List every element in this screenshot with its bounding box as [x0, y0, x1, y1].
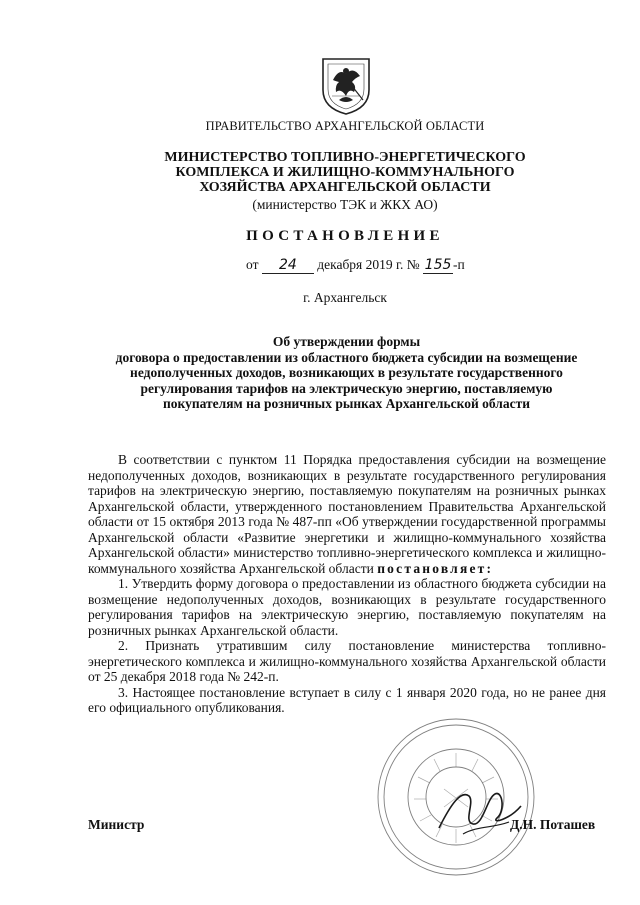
clause-2: 2. Признать утратившим силу постановление министерства топливно-энергетического комплекса и жилищно-коммунального хозяйства Архангельской области от 25 декабря 2018 года № 242-п.: [88, 638, 606, 684]
clause-1: 1. Утвердить форму договора о предоставлении из областного бюджета субсидии на возмещение недополученных доходов, возникающих в результате государственного регулирования тарифов на электрическую энергию, поставляемую покупателям на розничных рынках Архангельской области.: [88, 576, 606, 638]
document-subject: [88, 334, 605, 412]
minister-title: Министр: [88, 817, 145, 832]
resolves-word: постановляет:: [377, 560, 494, 576]
subject-line: договора о предоставлении из областного бюджета субсидии на возмещение: [115, 349, 578, 365]
signer-name: Д.Н. Поташев: [510, 817, 596, 832]
ministry-line: КОМПЛЕКСА И ЖИЛИЩНО-КОММУНАЛЬНОГО: [175, 165, 515, 180]
subject-line: регулирования тарифов на электрическую энергию, поставляемую: [140, 380, 553, 396]
date-day-handwritten: 24: [262, 258, 314, 274]
preamble-text: В соответствии с пунктом 11 Порядка предоставления субсидии на возмещение недополученных доходов, возникающих в результате государственного регулирования тарифов на электрическую энергию, поставляемую покупателям на розничных рынках Архангельской области, утвержденного постановлением Правительства Архангельской области от 15 октября 2013 года № 487-пп «Об утверждении государственной программы Архангельской области «Развитие энергетики и жилищно-коммунального хозяйства Архангельской области» министерство топливно-энергетического комплекса и жилищно-коммунального хозяйства Архангельской области: [88, 452, 606, 576]
preamble-paragraph: [88, 452, 606, 576]
document-number-handwritten: 155: [424, 257, 452, 273]
subject-line: покупателям на розничных рынках Архангельской области: [163, 396, 530, 411]
ministry-short-name: (министерство ТЭК и ЖКХ АО): [252, 197, 438, 212]
date-month-year: декабря 2019 г. №: [317, 257, 420, 272]
arkhangelsk-coat-of-arms-icon: [319, 56, 373, 116]
clause-3: 3. Настоящее постановление вступает в силу с 1 января 2020 года, но не ранее дня его официального опубликования.: [88, 684, 606, 715]
subject-line: Об утверждении формы: [272, 334, 421, 349]
document-type-title: ПОСТАНОВЛЕНИЕ: [246, 228, 444, 244]
handwritten-signature-icon: [433, 776, 528, 846]
document-body: [88, 452, 606, 716]
ministry-name: [0, 150, 640, 195]
number-suffix: -п: [453, 257, 465, 272]
ministry-line: МИНИСТЕРСТВО ТОПЛИВНО-ЭНЕРГЕТИЧЕСКОГО: [164, 150, 526, 165]
date-and-number-line: [246, 257, 465, 274]
date-prefix: от: [246, 257, 259, 272]
government-name: ПРАВИТЕЛЬСТВО АРХАНГЕЛЬСКОЙ ОБЛАСТИ: [205, 119, 485, 133]
subject-line: недополученных доходов, возникающих в результате государственного: [130, 365, 563, 380]
ministry-line: ХОЗЯЙСТВА АРХАНГЕЛЬСКОЙ ОБЛАСТИ: [199, 180, 491, 195]
city-name: г. Архангельск: [303, 290, 387, 305]
